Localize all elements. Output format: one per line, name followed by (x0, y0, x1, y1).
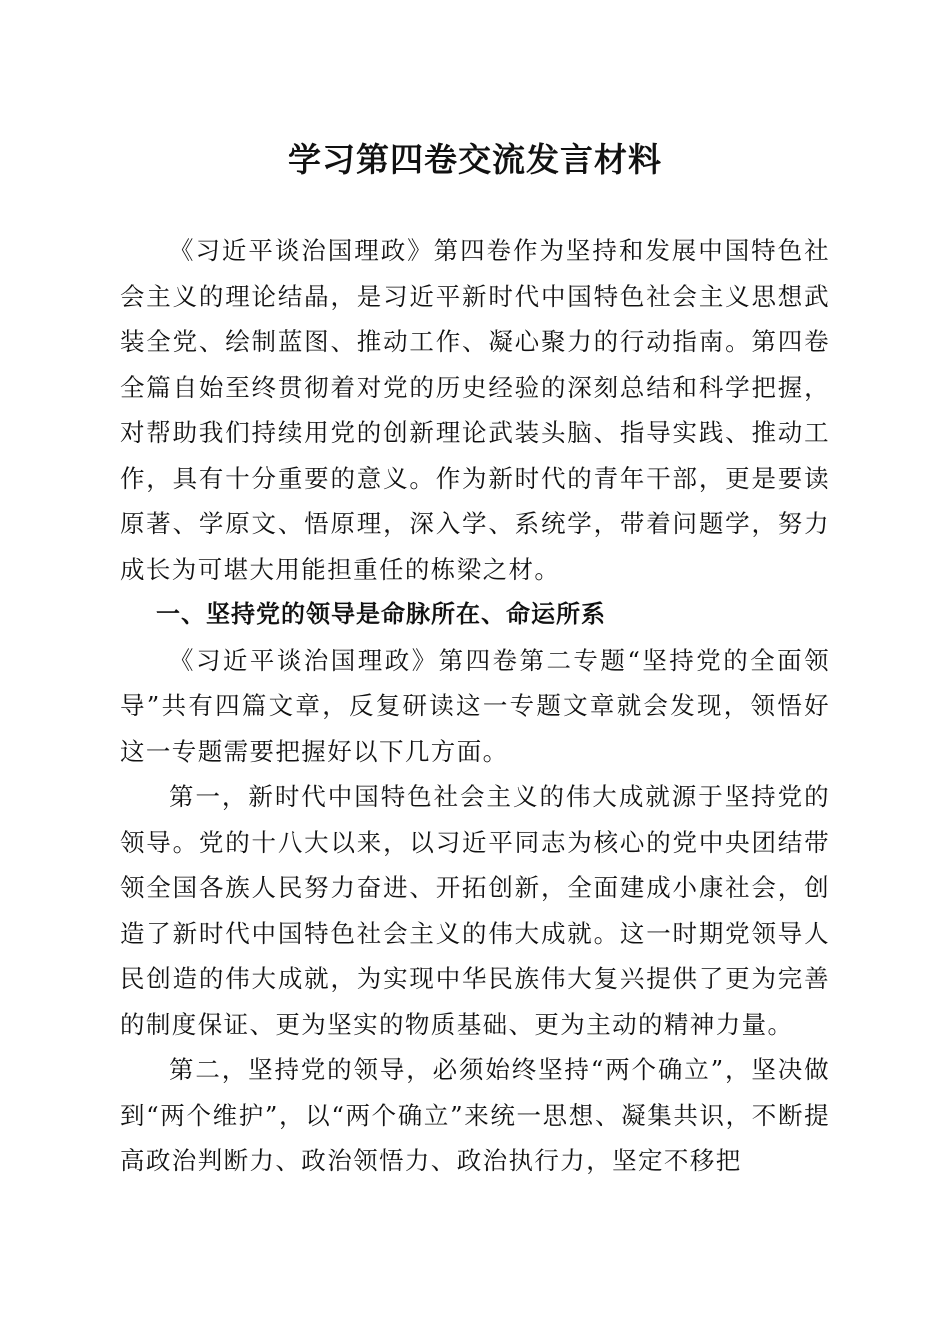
section-paragraph-3: 第二，坚持党的领导，必须始终坚持“两个确立”，坚决做到“两个维护”，以“两个确立”来统一思想、凝集共识，不断提高政治判断力、政治领悟力、政治执行力，坚定不移把 (120, 1055, 830, 1175)
section-heading: 一、坚持党的领导是命脉所在、命运所系 (156, 600, 606, 628)
document-body (120, 228, 830, 1184)
section-paragraph-2: 第一，新时代中国特色社会主义的伟大成就源于坚持党的领导。党的十八大以来，以习近平同志为核心的党中央团结带领全国各族人民努力奋进、开拓创新，全面建成小康社会，创造了新时代中国特色社会主义的伟大成就。这一时期党领导人民创造的伟大成就，为实现中华民族伟大复兴提供了更为完善的制度保证、更为坚实的物质基础、更为主动的精神力量。 (120, 782, 830, 1039)
section-paragraph-1: 《习近平谈治国理政》第四卷第二专题“坚持党的全面领导”共有四篇文章，反复研读这一专题文章就会发现，领悟好这一专题需要把握好以下几方面。 (120, 645, 830, 766)
document-title: 学习第四卷交流发言材料 (288, 140, 662, 179)
intro-paragraph: 《习近平谈治国理政》第四卷作为坚持和发展中国特色社会主义的理论结晶，是习近平新时代中国特色社会主义思想武装全党、绘制蓝图、推动工作、凝心聚力的行动指南。第四卷全篇自始至终贯彻着对党的历史经验的深刻总结和科学把握，对帮助我们持续用党的创新理论武装头脑、指导实践、推动工作，具有十分重要的意义。作为新时代的青年干部，更是要读原著、学原文、悟原理，深入学、系统学，带着问题学，努力成长为可堪大用能担重任的栋梁之材。 (120, 236, 830, 584)
